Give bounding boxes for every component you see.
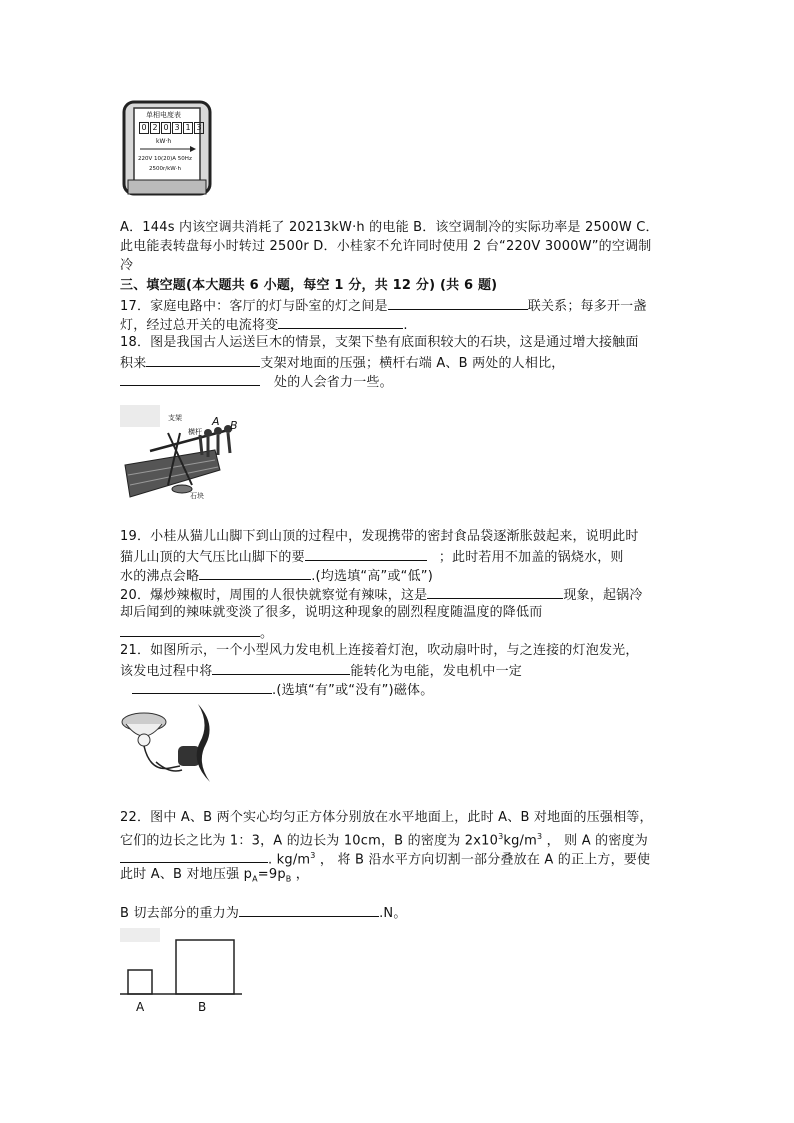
label-henggan: 横杆	[188, 428, 202, 436]
q22-text: .N。	[379, 906, 407, 921]
q22-line-4	[120, 865, 309, 889]
q18-line-2	[120, 352, 564, 373]
q17-text: 17．家庭电路中：客厅的灯与卧室的灯之间是	[120, 299, 388, 314]
q19-line-3	[120, 565, 433, 586]
q21-text: .(选填“有”或“没有”)磁体。	[272, 683, 434, 698]
meter-digit: 2	[150, 122, 160, 134]
q16-options-line-3: 冷	[120, 258, 134, 273]
q19-line-1: 19．小桂从猫儿山脚下到山顶的过程中，发现携带的密封食品袋逐渐胀鼓起来，说明此时	[120, 529, 639, 544]
q22-sup: 3	[310, 851, 316, 860]
label-a: A	[212, 415, 220, 428]
q22-blank-2[interactable]	[239, 902, 379, 917]
q18-blank-1[interactable]	[146, 352, 260, 367]
q20-text: 。	[260, 626, 274, 641]
cubes-figure	[120, 928, 245, 1020]
wind-generator-figure	[120, 702, 220, 784]
q21-line-1: 21．如图所示，一个小型风力发电机上连接着灯泡，吹动扇叶时，与之连接的灯泡发光，	[120, 643, 639, 658]
meter-unit: kW·h	[156, 138, 172, 145]
q20-line-2: 却后闻到的辣味就变淡了很多，说明这种现象的剧烈程度随温度的降低而	[120, 605, 543, 620]
q16-options-line-2: 此电能表转盘每小时转过 2500r D．小桂家不允许同时使用 2 台“220V 3000W”的空调制	[120, 239, 652, 254]
q22-text: ，	[291, 867, 310, 882]
label-b: B	[230, 419, 238, 432]
q19-line-2	[120, 546, 624, 567]
q18-line-1: 18．图是我国古人运送巨木的情景，支架下垫有底面积较大的石块，这是通过增大接触面	[120, 335, 639, 350]
q20-text: 现象，起锅冷	[563, 588, 643, 603]
q22-line-5	[120, 902, 407, 923]
q22-text: ， 则 A 的密度为	[542, 833, 648, 849]
q22-text: 它们的边长之比为 1：3，A 的边长为 10cm，B 的密度为 2x10	[120, 833, 499, 849]
q18-text: 支架对地面的压强；横杆右端 A、B 两处的人相比，	[260, 356, 565, 371]
meter-title: 单相电度表	[146, 111, 181, 119]
q21-blank-1[interactable]	[212, 660, 350, 675]
q22-text: 此时 A、B 对地压强 p	[120, 867, 253, 882]
q20-line-1	[120, 584, 643, 605]
q21-line-3	[120, 679, 433, 700]
q17-blank-1[interactable]	[388, 295, 528, 310]
meter-spec-voltage: 220V 10(20)A 50Hz	[138, 156, 192, 162]
cube-label-a: A	[136, 1000, 145, 1014]
q22-blank-1[interactable]	[120, 848, 268, 863]
q21-line-2	[120, 660, 522, 681]
q22-sub: B	[285, 874, 292, 884]
meter-digit: 3	[172, 122, 182, 134]
label-zhijia: 支架	[168, 414, 182, 422]
q19-text: .(均选填“高”或“低”)	[311, 569, 434, 584]
q18-line-3	[120, 371, 393, 392]
meter-digit: 1	[183, 122, 193, 134]
q17-line-1	[120, 295, 647, 316]
q18-text: 处的人会省力一些。	[274, 375, 393, 390]
q22-sub: A	[252, 874, 258, 884]
q20-text: 20．爆炒辣椒时，周围的人很快就察觉有辣味，这是	[120, 588, 428, 603]
q19-text: 猫儿山顶的大气压比山脚下的要	[120, 550, 305, 565]
q22-line-1: 22．图中 A、B 两个实心均匀正方体分别放在水平地面上，此时 A、B 对地面的压强相等，	[120, 810, 653, 825]
cube-label-b: B	[198, 1000, 207, 1014]
q17-text: 联关系；每多开一盏	[527, 299, 647, 314]
meter-digits	[139, 122, 204, 134]
q22-text: ， 将 B 沿水平方向切割一部分叠放在 A 的正上方，要使	[315, 852, 651, 868]
q22-text: . kg/m	[268, 852, 311, 868]
q19-blank-1[interactable]	[305, 546, 427, 561]
meter-digit: 3	[194, 122, 204, 134]
q18-text: 积来	[120, 356, 147, 371]
q17-text: 灯，经过总开关的电流将变	[120, 318, 279, 333]
q22-text: B 切去部分的重力为	[120, 906, 240, 921]
q21-blank-2[interactable]	[132, 679, 272, 694]
meter-digit: 0	[139, 122, 149, 134]
section-heading: 三、填空题(本大题共 6 小题，每空 1 分，共 12 分) (共 6 题)	[120, 278, 498, 293]
meter-spec-rev: 2500r/kW·h	[149, 166, 181, 172]
q20-line-3	[120, 622, 273, 643]
log-transport-figure	[120, 405, 240, 503]
q19-text: 水的沸点会略	[120, 569, 200, 584]
q22-sup: 3	[537, 832, 543, 841]
q16-options-line-1: A．144s 内该空调共消耗了 20213kW·h 的电能 B．该空调制冷的实际功率是 2500W C．	[120, 220, 659, 235]
q22-text: =9p	[257, 867, 286, 882]
arrow-icon	[140, 146, 196, 152]
q17-blank-2[interactable]	[278, 314, 403, 329]
q22-text: kg/m	[503, 833, 537, 849]
wind-generator-illustration-icon	[120, 702, 220, 784]
q21-text: 该发电过程中将	[120, 664, 213, 679]
q20-blank-1[interactable]	[427, 584, 563, 599]
q19-blank-2[interactable]	[199, 565, 311, 580]
label-shikuai: 石块	[190, 492, 204, 500]
q17-text: .	[403, 318, 408, 333]
electric-meter-figure	[122, 100, 212, 196]
q17-line-2	[120, 314, 408, 335]
q21-text: 能转化为电能，发电机中一定	[350, 664, 523, 679]
q20-blank-2[interactable]	[120, 622, 260, 637]
q19-text: ；此时若用不加盖的锅烧水，则	[438, 550, 624, 565]
meter-digit: 0	[161, 122, 171, 134]
q22-sup: 3	[498, 832, 504, 841]
q18-blank-2[interactable]	[120, 371, 260, 386]
